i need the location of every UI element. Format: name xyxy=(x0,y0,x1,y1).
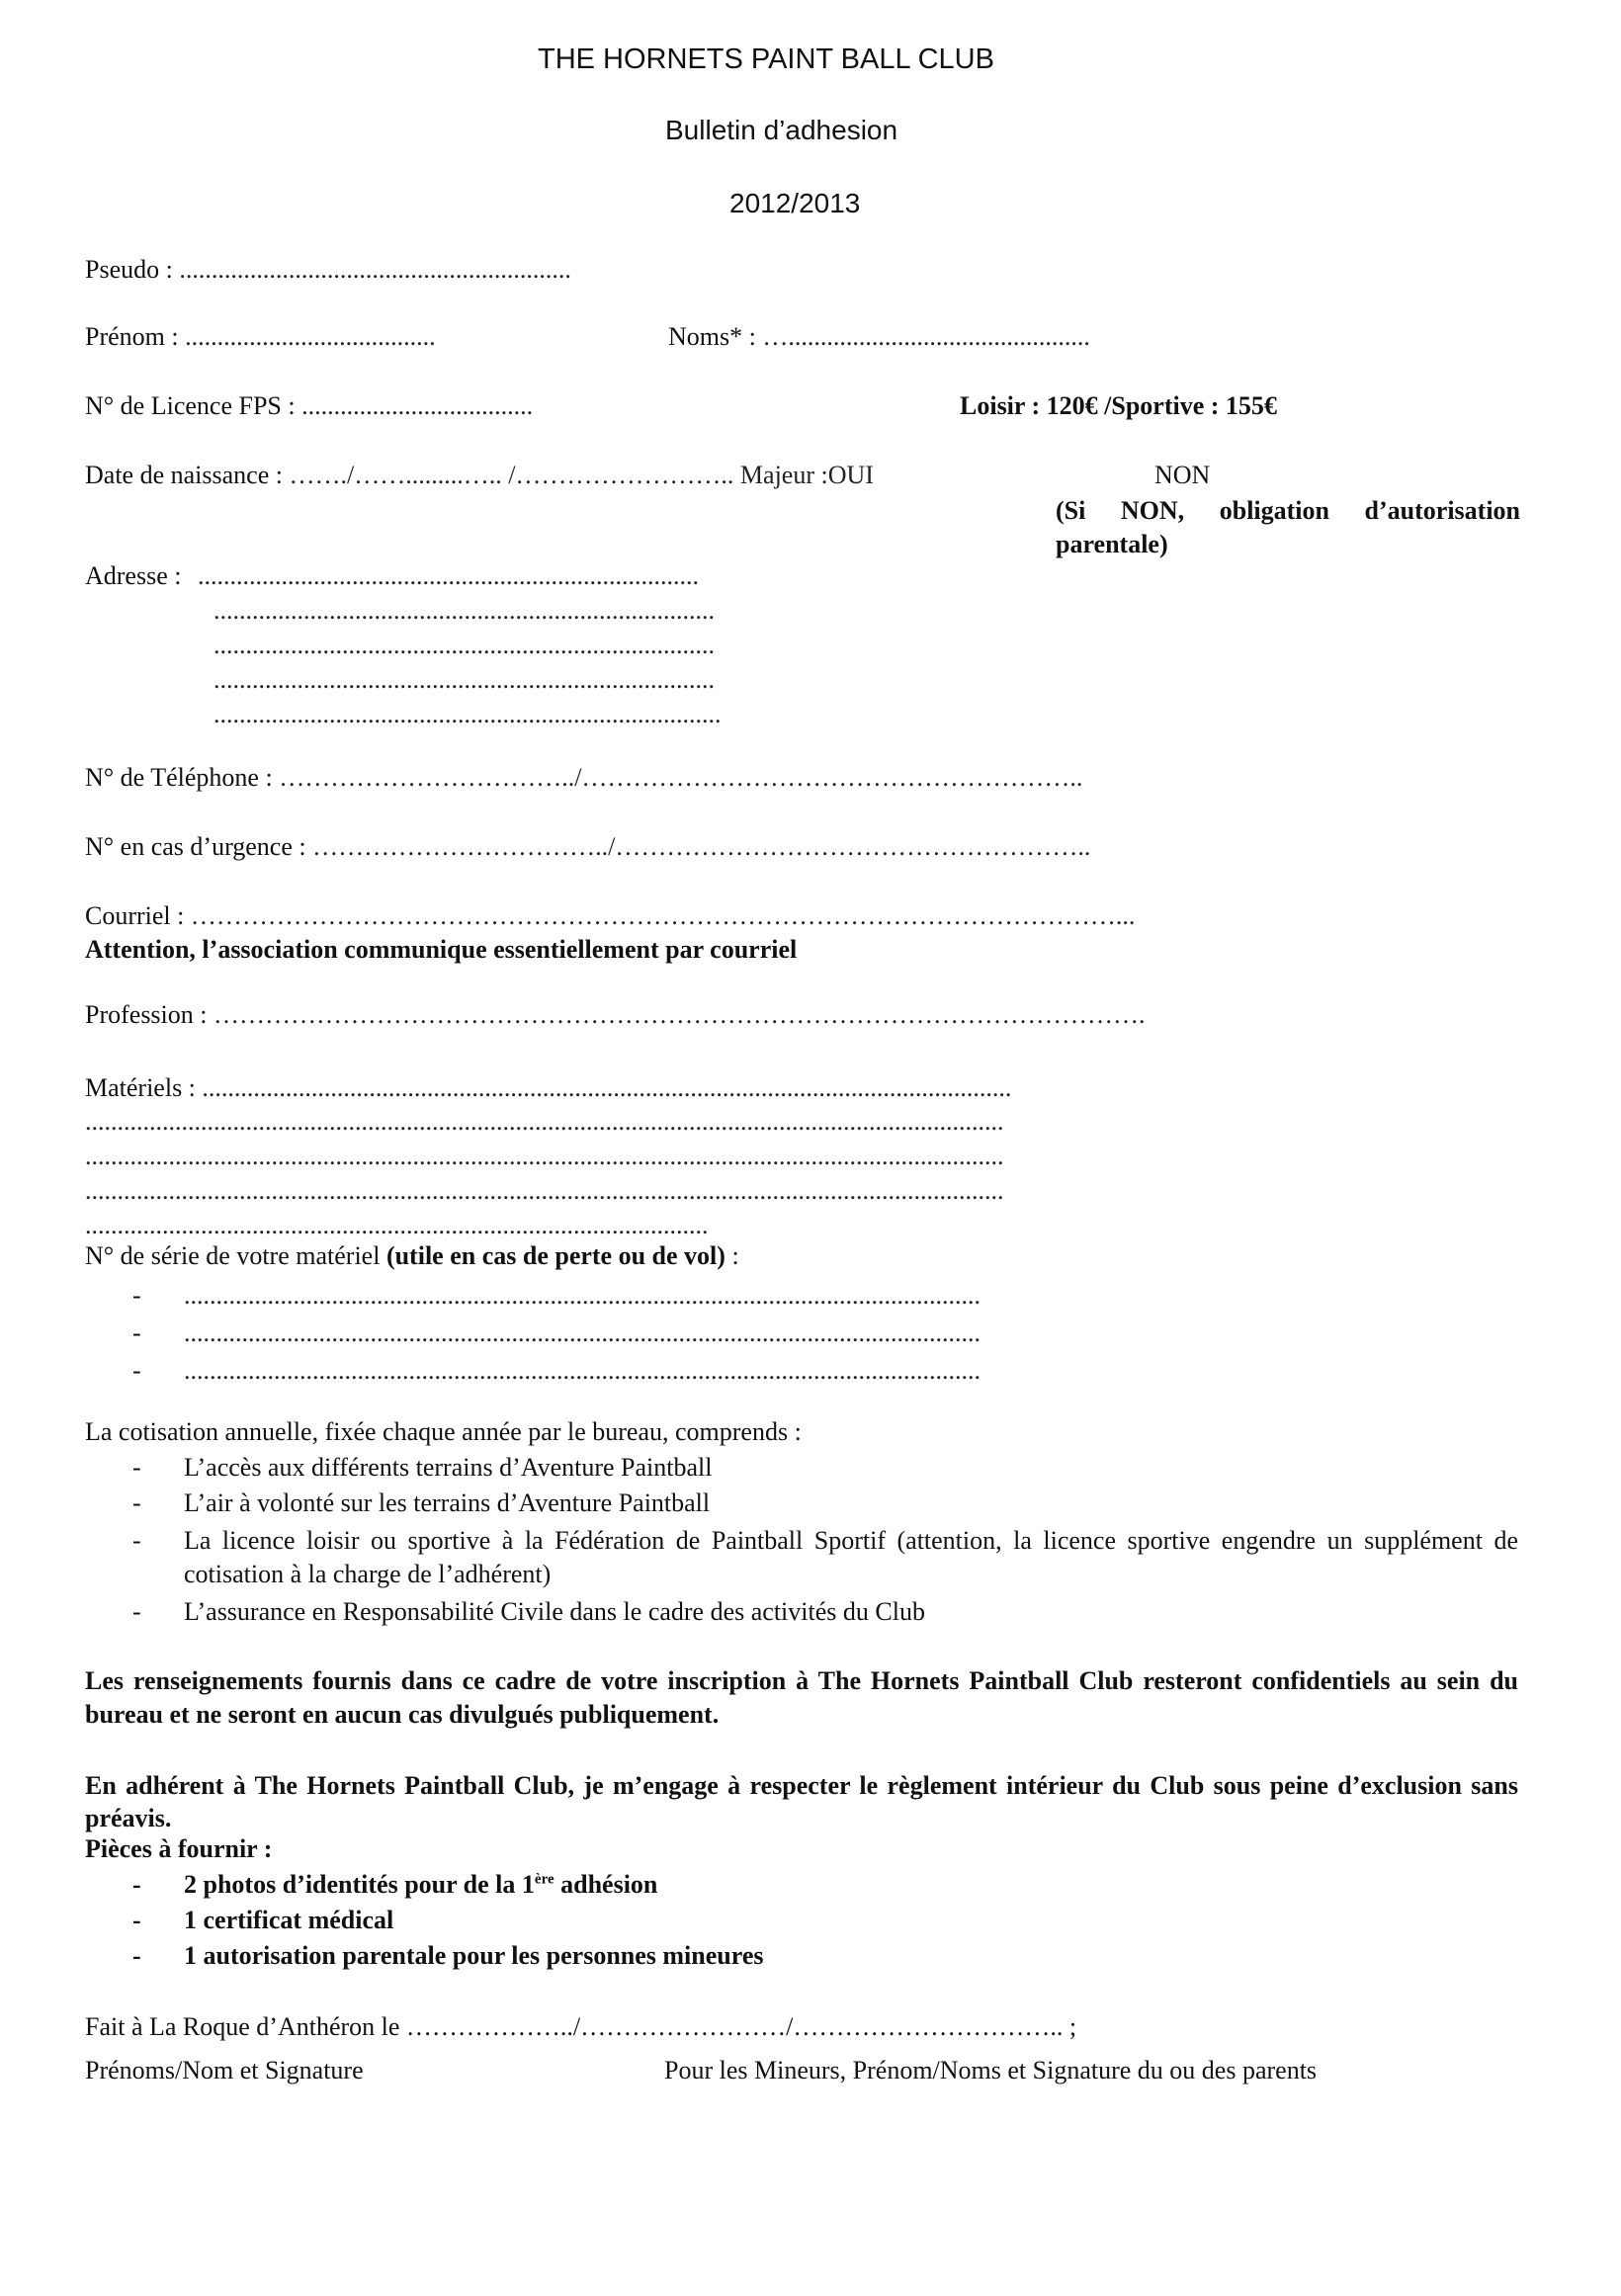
profession-row xyxy=(85,1000,1146,1030)
naissance-field[interactable]: ……./…….........….. /…………………….. Majeur :OUI xyxy=(289,461,874,489)
pseudo-row xyxy=(85,255,571,285)
telephone-row xyxy=(85,763,1082,793)
naissance-row xyxy=(85,461,874,490)
pieces-item-1: 2 photos d’identités pour de la 1ère adhésion xyxy=(184,1870,658,1899)
profession-field[interactable]: ………………………………………………………………………………………………. xyxy=(213,1000,1146,1029)
licence-row xyxy=(85,391,533,421)
noms-field[interactable]: …............................................... xyxy=(762,322,1090,351)
serie-dash-2: - xyxy=(132,1318,141,1347)
noms-label: Noms* : xyxy=(668,322,756,351)
licence-label: N° de Licence FPS : xyxy=(85,391,296,420)
materiels-field[interactable]: .............................................................................................................................. xyxy=(202,1073,1012,1102)
form-subtitle: Bulletin d’adhesion xyxy=(665,115,898,145)
cotisation-item-3: La licence loisir ou sportive à la Fédération de Paintball Sportif (attention, la licence sportive engendre un supplément de cotisation à la charge de l’adhérent) xyxy=(184,1526,1518,1588)
courriel-note: Attention, l’association communique essentiellement par courriel xyxy=(85,935,798,964)
non-note-line1: (Si NON, obligation d’autorisation xyxy=(1056,496,1520,525)
serie-dash-1: - xyxy=(132,1281,141,1310)
profession-label: Profession : xyxy=(85,1000,208,1029)
telephone-label: N° de Téléphone : xyxy=(85,763,273,792)
pieces-item-3: 1 autorisation parentale pour les personnes mineures xyxy=(184,1941,764,1970)
materiels-row xyxy=(85,1073,1011,1103)
prenom-row xyxy=(85,322,436,352)
urgence-label: N° en cas d’urgence : xyxy=(85,832,306,861)
adresse-line-4[interactable]: .............................................................................. xyxy=(213,665,715,694)
pieces-dash-1: - xyxy=(132,1870,141,1899)
form-title: THE HORNETS PAINT BALL CLUB xyxy=(538,43,994,75)
non-note-line2: parentale) xyxy=(1056,530,1168,558)
cotisation-intro: La cotisation annuelle, fixée chaque année par le bureau, comprends : xyxy=(85,1417,802,1446)
prenom-label: Prénom : xyxy=(85,322,179,351)
pseudo-label: Pseudo : xyxy=(85,255,173,284)
pieces-item-2: 1 certificat médical xyxy=(184,1906,394,1934)
pieces-dash-3: - xyxy=(132,1941,141,1970)
cotisation-item-1: L’accès aux différents terrains d’Aventure Paintball xyxy=(184,1453,713,1482)
cotisation-dash-2: - xyxy=(132,1488,141,1517)
cotisation-dash-1: - xyxy=(132,1453,141,1482)
cotisation-dash-4: - xyxy=(132,1597,141,1626)
telephone-field[interactable]: ……………………………../………………………………………………….. xyxy=(279,763,1083,792)
courriel-label: Courriel : xyxy=(85,901,185,930)
tarif-text: Loisir : 120€ /Sportive : 155€ xyxy=(960,391,1277,420)
cotisation-item-2: L’air à volonté sur les terrains d’Aventure Paintball xyxy=(184,1488,711,1517)
engagement-text: En adhérent à The Hornets Paintball Club, je m’engage à respecter le règlement intérieur du Club sous peine d’exclusion sans préavis. xyxy=(85,1771,1518,1832)
pieces-title: Pièces à fournir : xyxy=(85,1834,273,1863)
materiels-line-3[interactable]: ............................................................................................................................................... xyxy=(85,1142,1004,1170)
noms-row xyxy=(668,322,1090,352)
signature-right: Pour les Mineurs, Prénom/Noms et Signature du ou des parents xyxy=(664,2056,1318,2084)
licence-field[interactable]: .................................... xyxy=(301,391,534,420)
materiels-label: Matériels : xyxy=(85,1073,196,1102)
pieces-dash-2: - xyxy=(132,1906,141,1934)
materiels-line-4[interactable]: ............................................................................................................................................... xyxy=(85,1176,1004,1205)
cotisation-item-4: L’assurance en Responsabilité Civile dans le cadre des activités du Club xyxy=(184,1597,925,1626)
materiels-line-2[interactable]: ............................................................................................................................................... xyxy=(85,1107,1004,1136)
courriel-row xyxy=(85,901,1135,931)
urgence-field[interactable]: ……………………………../……………………………………………….. xyxy=(312,832,1091,861)
serie-dash-3: - xyxy=(132,1356,141,1385)
urgence-row xyxy=(85,832,1090,862)
adresse-line-3[interactable]: .............................................................................. xyxy=(213,631,715,659)
signature-left: Prénoms/Nom et Signature xyxy=(85,2056,364,2084)
naissance-label: Date de naissance : xyxy=(85,461,283,489)
confidential-text: Les renseignements fournis dans ce cadre de votre inscription à The Hornets Paintball Club resteront confidentiels au sein du bureau et ne seront en aucun cas divulgués publiquement. xyxy=(85,1666,1518,1729)
serie-line-2[interactable]: ............................................................................................................................ xyxy=(184,1318,981,1347)
adresse-line-2[interactable]: .............................................................................. xyxy=(213,596,715,625)
serie-line-1[interactable]: ............................................................................................................................ xyxy=(184,1281,981,1310)
serie-label: N° de série de votre matériel (utile en cas de perte ou de vol) : xyxy=(85,1241,739,1270)
materiels-line-5[interactable]: ................................................................................................. xyxy=(85,1211,709,1239)
prenom-field[interactable]: ....................................... xyxy=(185,322,436,351)
serie-line-3[interactable]: ............................................................................................................................ xyxy=(184,1356,981,1385)
adresse-line-1[interactable]: .............................................................................. xyxy=(198,561,699,590)
adresse-label: Adresse : xyxy=(85,561,182,590)
pseudo-field[interactable]: ............................................................. xyxy=(179,255,571,284)
form-season: 2012/2013 xyxy=(729,188,861,218)
non-option[interactable]: NON xyxy=(1154,461,1211,489)
fait-a-line[interactable]: Fait à La Roque d’Anthéron le ………………../……………………/………………………….. ; xyxy=(85,2012,1077,2041)
cotisation-dash-3: - xyxy=(132,1526,141,1555)
adresse-line-5[interactable]: ............................................................................... xyxy=(213,700,722,728)
courriel-field[interactable]: ………………………………………………………………………………………………... xyxy=(190,901,1136,930)
